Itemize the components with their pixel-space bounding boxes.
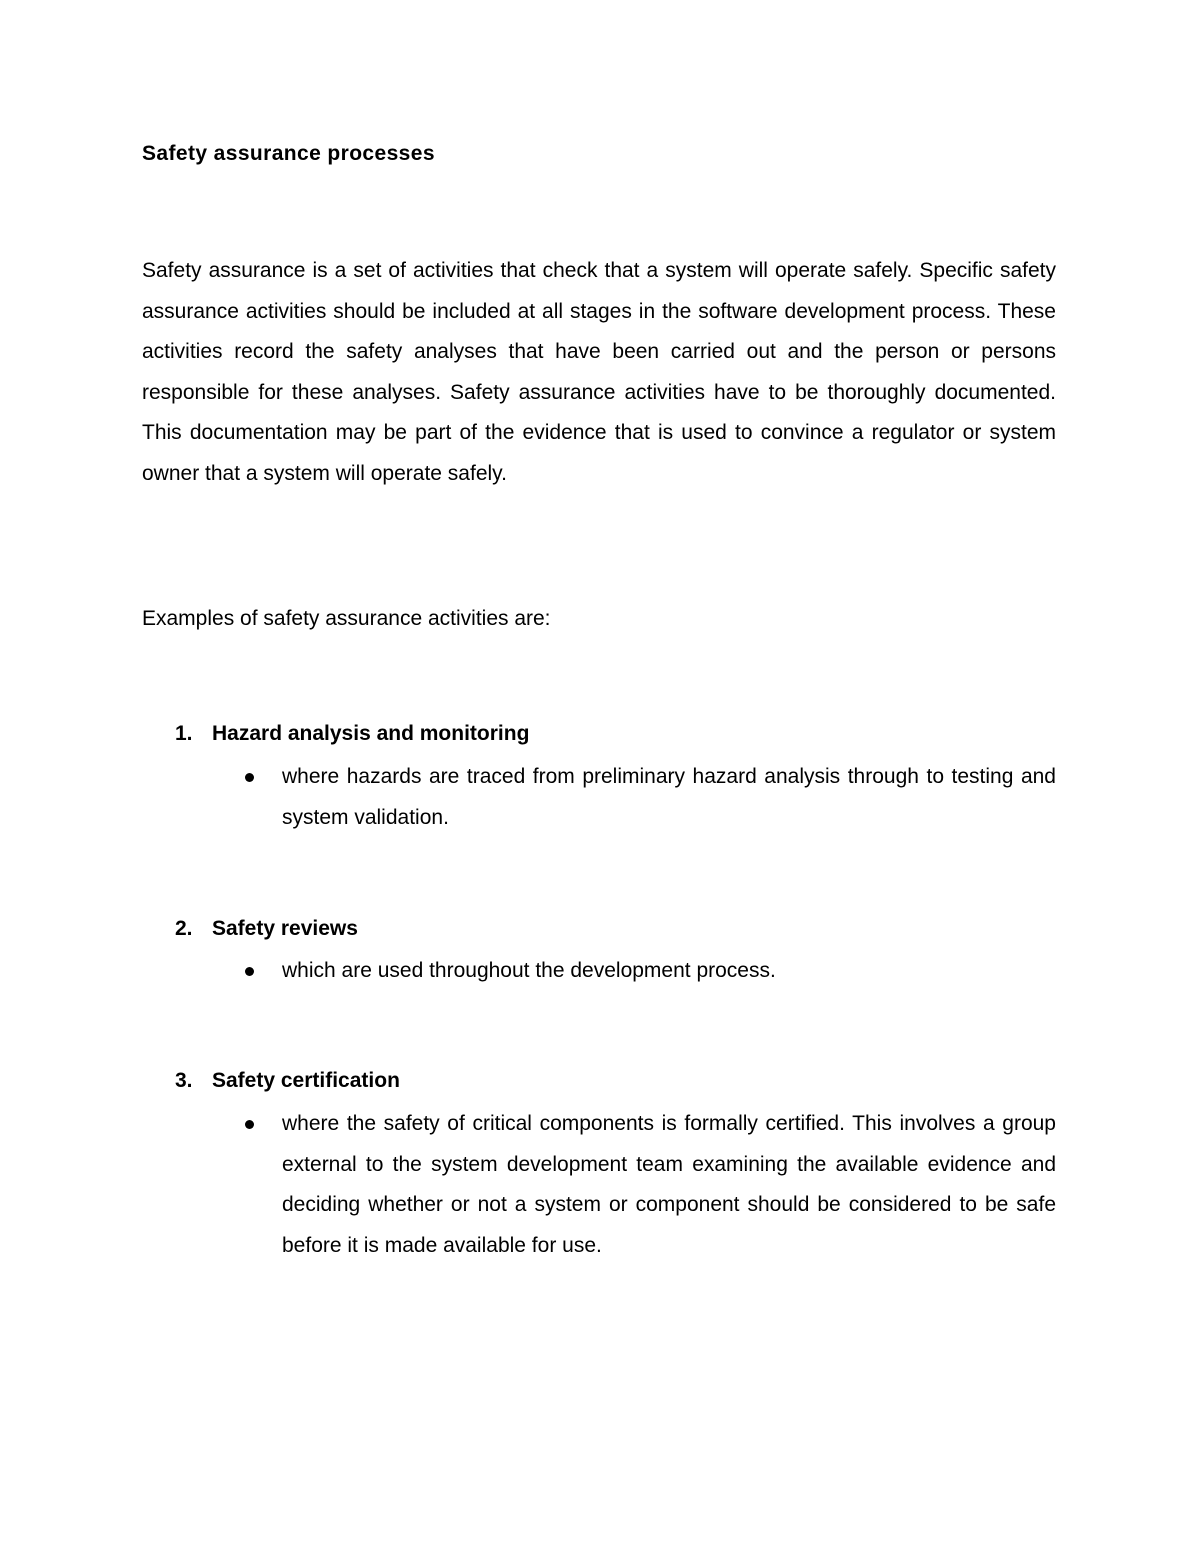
examples-intro: Examples of safety assurance activities are:: [142, 607, 551, 630]
bullet-icon: [245, 1120, 254, 1129]
item-heading-text: Safety reviews: [212, 917, 358, 940]
item-number: 2.: [175, 917, 193, 940]
item-heading: [175, 722, 529, 746]
item-heading: [175, 917, 358, 941]
item-bullet-text: which are used throughout the development process.: [282, 959, 776, 982]
item-bullet-text: where the safety of critical components is formally certified. This involves a group external to the system development team examining the available evidence and deciding whether or not a system or component should be considered to be safe before it is made available for use.: [282, 1112, 1056, 1257]
document-title: Safety assurance processes: [142, 142, 435, 165]
item-heading-text: Safety certification: [212, 1069, 400, 1092]
item-number: 3.: [175, 1069, 193, 1092]
item-heading-text: Hazard analysis and monitoring: [212, 722, 530, 745]
bullet-icon: [245, 773, 254, 782]
item-heading: [175, 1069, 400, 1093]
body-paragraph: Safety assurance is a set of activities that check that a system will operate safely. Specific safety assurance activities should be included at all stages in the software development process. These activities record the safety analyses that have been carried out and the person or persons responsible for these analyses. Safety assurance activities have to be thoroughly documented. This documentation may be part of the evidence that is used to convince a regulator or system owner that a system will operate safely.: [142, 259, 1056, 485]
item-bullet-text: where hazards are traced from preliminary hazard analysis through to testing and system validation.: [282, 765, 1056, 829]
bullet-icon: [245, 967, 254, 976]
item-number: 1.: [175, 722, 193, 745]
